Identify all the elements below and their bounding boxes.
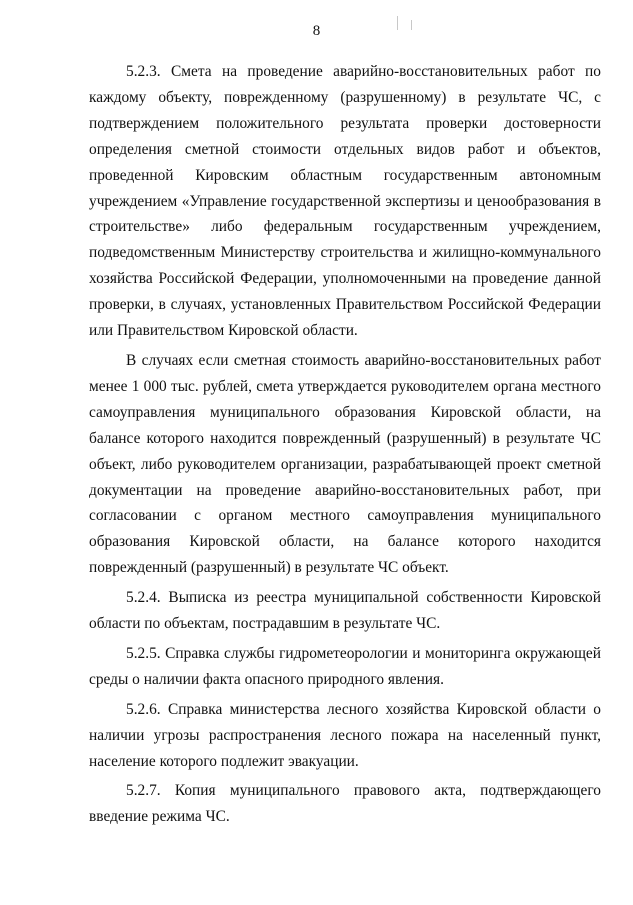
document-body — [89, 59, 601, 830]
paragraph-5-2-3: 5.2.3. Смета на проведение аварийно-восстановительных работ по каждому объекту, поврежденному (разрушенному) в результате ЧС, с подтверждением положительного результата проверки достоверности определения сметной стоимости отдельных видов работ и объектов, проведенной Кировским областным государственным автономным учреждением «Управление государственной экспертизы и ценообразования в строительстве» либо федеральным государственным учреждением, подведомственным Министерству строительства и жилищно-коммунального хозяйства Российской Федерации, уполномоченными на проведение данной проверки, в случаях, установленных Правительством Российской Федерации или Правительством Кировской области. — [89, 63, 601, 340]
page-number: 8 — [312, 23, 321, 39]
paragraph-cost-threshold: В случаях если сметная стоимость аварийно-восстановительных работ менее 1 000 тыс. рублей, смета утверждается руководителем органа местного самоуправления муниципального образования Кировской области, на балансе которого находится поврежденный (разрушенный) в результате ЧС объект, либо руководителем организации, разрабатывающей проект сметной документации на проведение аварийно-восстановительных работ, при согласовании с органом местного самоуправления муниципального образования Кировской области, на балансе которого находится поврежденный (разрушенный) в результате ЧС объект. — [89, 351, 601, 577]
paragraph-5-2-6: 5.2.6. Справка министерства лесного хозяйства Кировской области о наличии угрозы распространения лесного пожара на населенный пункт, население которого подлежит эвакуации. — [89, 700, 601, 770]
paragraph-5-2-4: 5.2.4. Выписка из реестра муниципальной собственности Кировской области по объектам, пострадавшим в результате ЧС. — [89, 589, 601, 633]
paragraph-5-2-5: 5.2.5. Справка службы гидрометеорологии и мониторинга окружающей среды о наличии факта опасного природного явления. — [89, 644, 601, 688]
paragraph-5-2-7: 5.2.7. Копия муниципального правового акта, подтверждающего введение режима ЧС. — [89, 782, 601, 826]
scan-artifact — [397, 16, 398, 30]
scan-artifact — [411, 20, 412, 30]
